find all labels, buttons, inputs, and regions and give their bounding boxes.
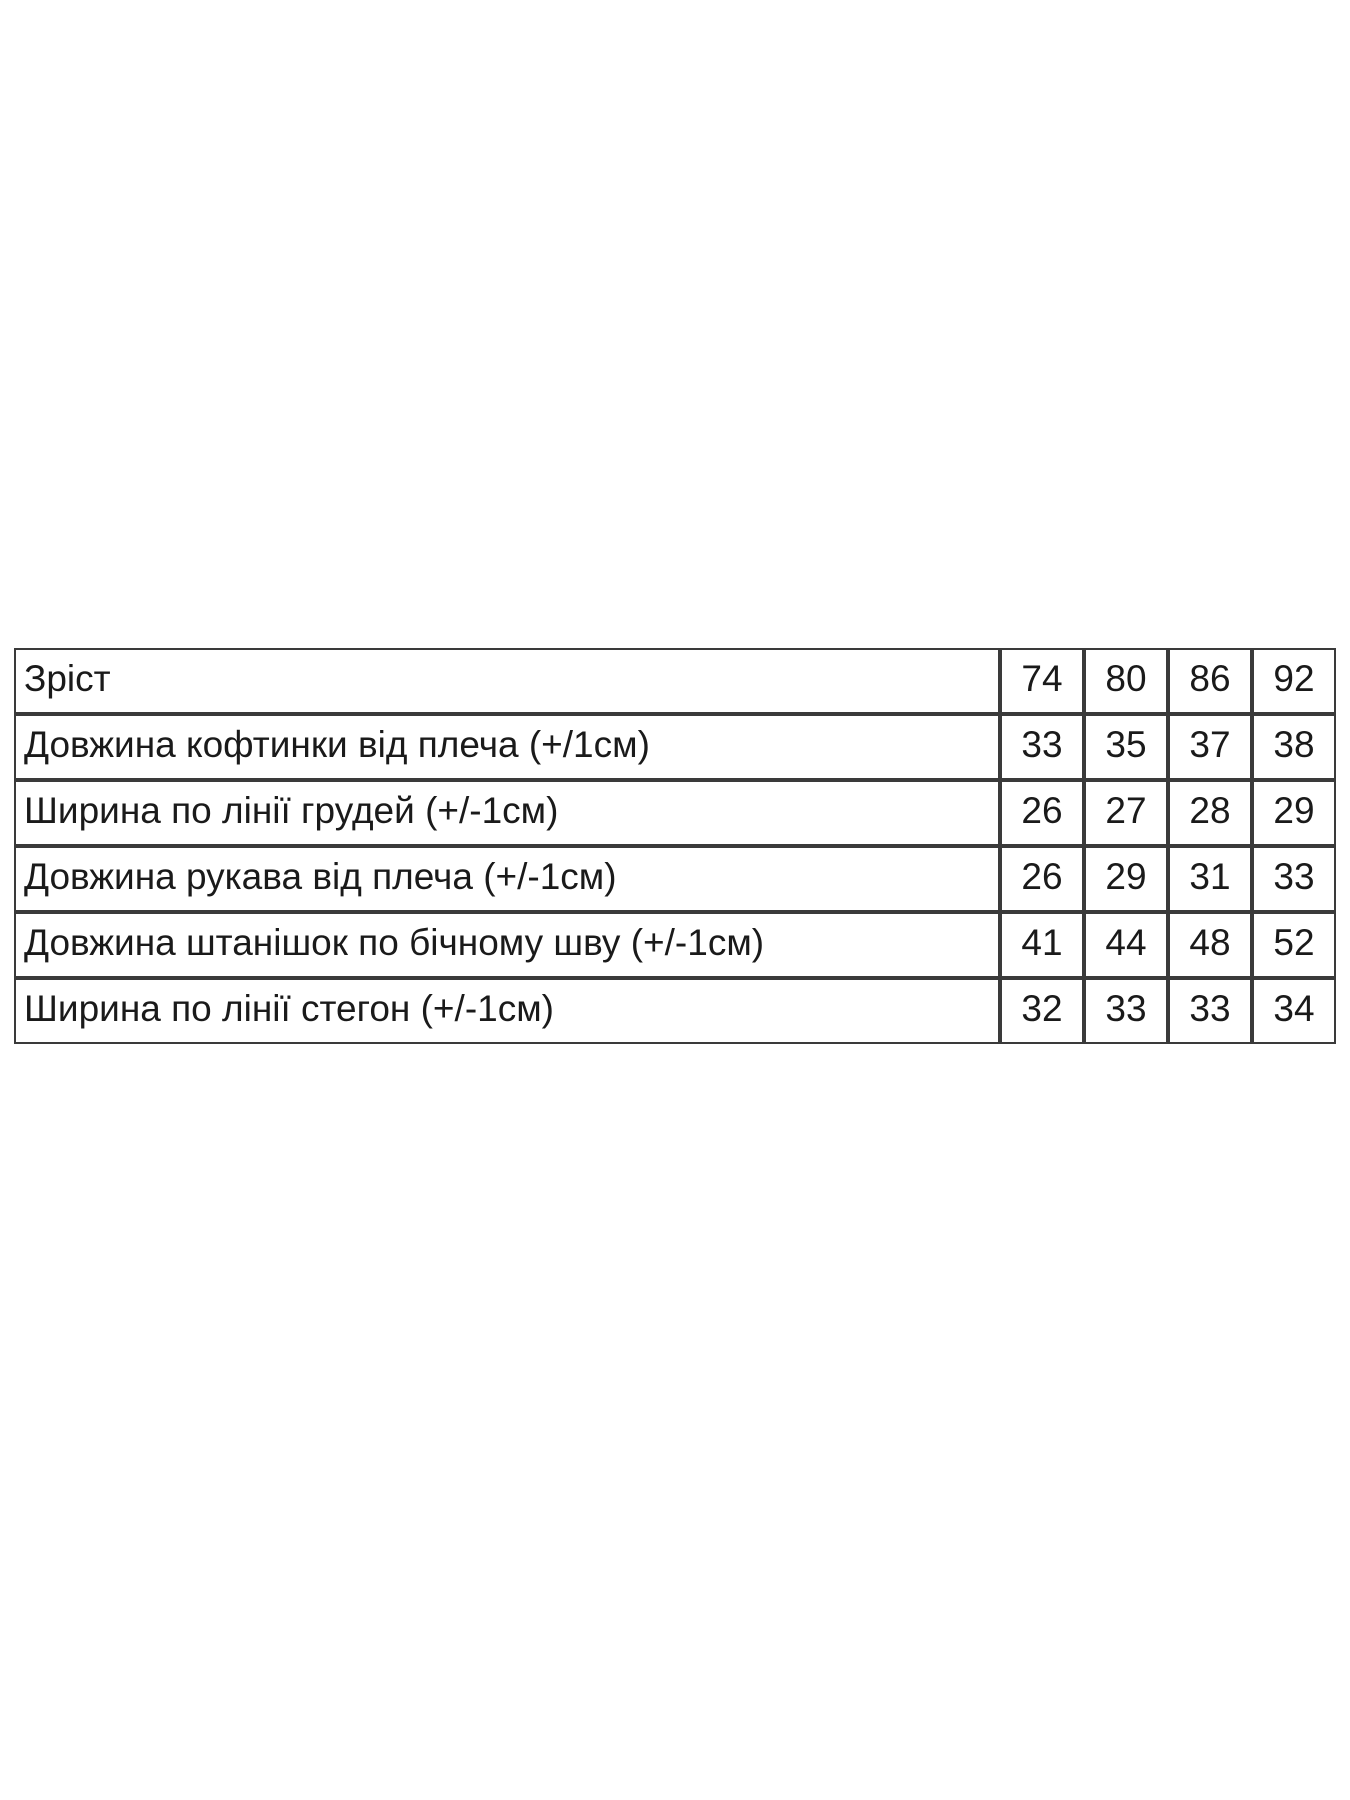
size-chart-body (14, 648, 1336, 1044)
row-value: 29 (1252, 780, 1336, 846)
row-value: 28 (1168, 780, 1252, 846)
row-value: 74 (1000, 648, 1084, 714)
row-value: 33 (1000, 714, 1084, 780)
row-value: 26 (1000, 846, 1084, 912)
row-value: 32 (1000, 978, 1084, 1044)
row-value: 86 (1168, 648, 1252, 714)
size-chart-table (14, 648, 1336, 1044)
row-label: Довжина штанішок по бічному шву (+/-1см) (14, 912, 1000, 978)
row-value: 35 (1084, 714, 1168, 780)
row-value: 44 (1084, 912, 1168, 978)
row-label: Ширина по лінії грудей (+/-1см) (14, 780, 1000, 846)
table-row (14, 648, 1336, 714)
table-row (14, 846, 1336, 912)
table-row (14, 714, 1336, 780)
row-value: 31 (1168, 846, 1252, 912)
size-chart-container (14, 648, 1336, 1044)
row-label: Довжина кофтинки від плеча (+/1см) (14, 714, 1000, 780)
row-value: 48 (1168, 912, 1252, 978)
row-value: 26 (1000, 780, 1084, 846)
row-value: 33 (1252, 846, 1336, 912)
row-value: 92 (1252, 648, 1336, 714)
row-value: 80 (1084, 648, 1168, 714)
row-value: 33 (1084, 978, 1168, 1044)
row-value: 38 (1252, 714, 1336, 780)
row-value: 27 (1084, 780, 1168, 846)
table-row (14, 978, 1336, 1044)
row-label: Ширина по лінії стегон (+/-1см) (14, 978, 1000, 1044)
table-row (14, 780, 1336, 846)
row-value: 34 (1252, 978, 1336, 1044)
table-row (14, 912, 1336, 978)
row-label: Довжина рукава від плеча (+/-1см) (14, 846, 1000, 912)
row-value: 41 (1000, 912, 1084, 978)
row-value: 33 (1168, 978, 1252, 1044)
row-value: 52 (1252, 912, 1336, 978)
row-value: 37 (1168, 714, 1252, 780)
row-value: 29 (1084, 846, 1168, 912)
row-label: Зріст (14, 648, 1000, 714)
